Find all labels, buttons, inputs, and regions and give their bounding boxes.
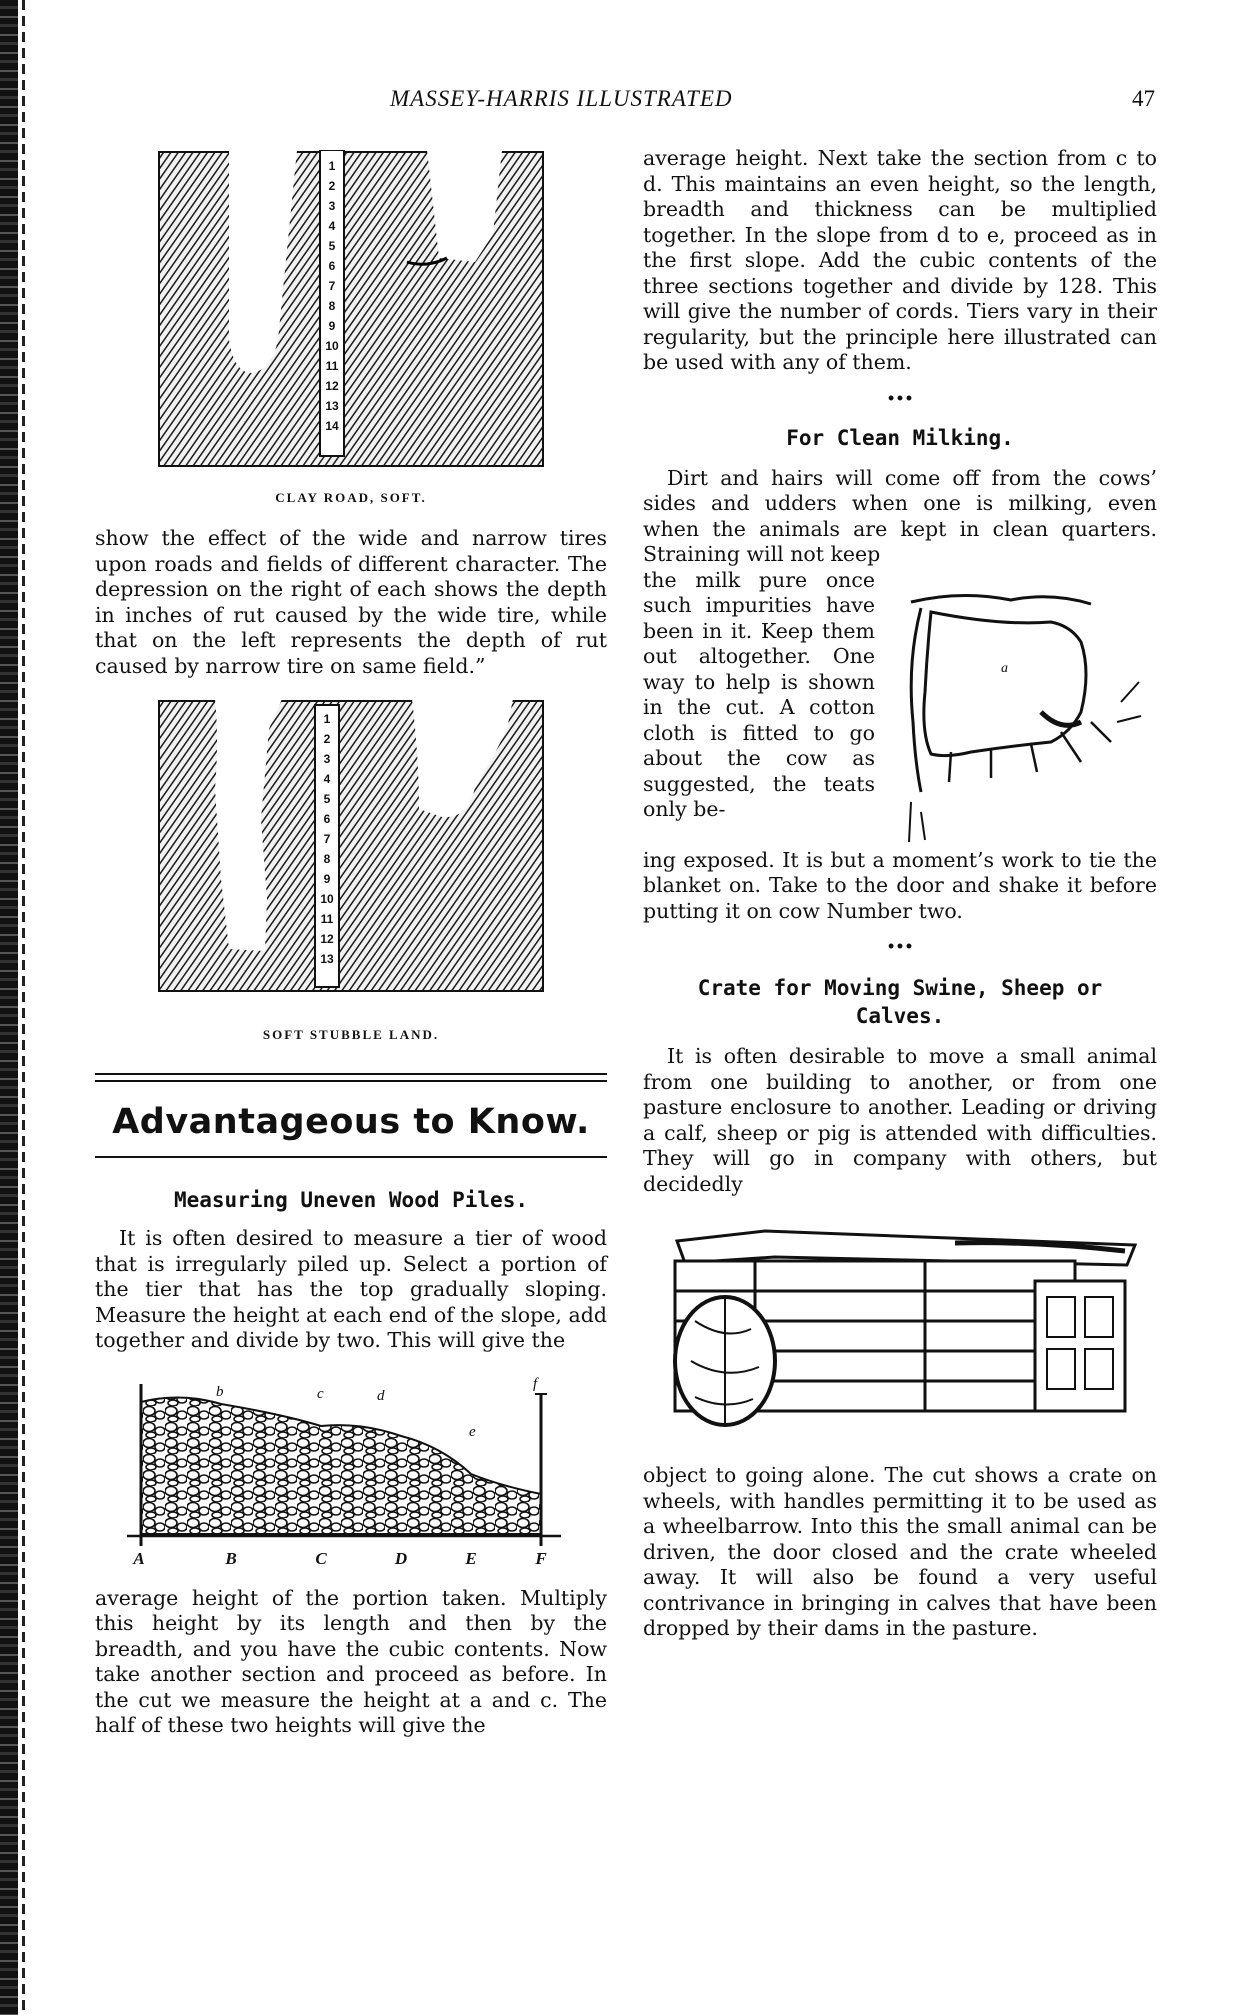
svg-text:8: 8 (323, 852, 331, 866)
crate-heading-line-2: Calves. (855, 1004, 945, 1028)
page-header (95, 80, 1160, 124)
svg-text:3: 3 (328, 199, 336, 213)
svg-text:a: a (1001, 660, 1008, 676)
woodpile-letter-e: E (465, 1548, 477, 1568)
section-ornament-1: ••• (886, 390, 914, 407)
woodpile-letter-f: F (535, 1548, 547, 1568)
figure-caption-soft-stubble: SOFT STUBBLE LAND. (262, 1027, 440, 1042)
svg-text:1: 1 (323, 712, 331, 726)
svg-text:7: 7 (328, 279, 336, 293)
svg-text:13: 13 (325, 399, 339, 413)
milking-paragraph-1: Dirt and hairs will come off from the cows’ sides and udders when one is milking, even when the animals are kept in clean quarters. Straining will not keep (643, 465, 1157, 566)
measuring-continuation: average height. Next take the section from c to d. This maintains an even height, so the length, breadth and thickness can be multiplied together. In the slope from d to e, proceed as in the first slope. Add the cubic contents of the three sections together and divide by 128. This will give the number of cords. Tiers vary in their regularity, but the principle here illustrated can be used with any of them. (643, 146, 1157, 374)
svg-text:11: 11 (320, 912, 334, 926)
section-rule-top-double (95, 1080, 607, 1082)
svg-text:10: 10 (325, 339, 339, 353)
crate-paragraph-1: It is often desirable to move a small animal from one building to another, or from one pasture enclosure to another. Leading or driving a calf, sheep or pig is attended with difficulties. They will go in company with others, but decidedly (643, 1044, 1157, 1196)
svg-text:14: 14 (325, 419, 339, 433)
running-title: MASSEY-HARRIS ILLUSTRATED (390, 86, 733, 111)
section-rule-top (95, 1073, 607, 1075)
svg-text:7: 7 (323, 832, 331, 846)
svg-text:6: 6 (323, 812, 331, 826)
svg-text:8: 8 (328, 299, 336, 313)
svg-text:e: e (469, 1423, 476, 1440)
svg-text:b: b (216, 1383, 224, 1400)
svg-text:d: d (377, 1387, 385, 1404)
left-column (95, 150, 607, 1739)
woodpile-figure (121, 1374, 581, 1574)
wheeled-crate-figure (655, 1221, 1145, 1441)
woodpile-letter-c: C (315, 1548, 327, 1568)
svg-text:10: 10 (320, 892, 334, 906)
section-rule-bottom (95, 1156, 607, 1158)
milking-figure-block (643, 568, 1157, 848)
paragraph-rut-effect: show the effect of the wide and narrow tires upon roads and fields of different character. The depression on the right of each shows the depth in inches of rut caused by the wide tire, while that on the left represents the depth of rut caused by narrow tire on same field.” (95, 526, 607, 678)
milking-paragraph-2: the milk pure once such impurities have been in it. Keep them out altogether. One way to help is shown in the cut. A cotton cloth is fitted to go about the cow as suggested, the teats only be- (643, 567, 875, 821)
svg-text:1: 1 (328, 159, 336, 173)
page-number: 47 (1132, 86, 1155, 111)
measuring-heading: Measuring Uneven Wood Piles. (173, 1188, 528, 1212)
figure-caption-clay-road: CLAY ROAD, SOFT. (275, 490, 427, 505)
svg-text:12: 12 (320, 932, 334, 946)
svg-text:2: 2 (323, 732, 331, 746)
main-heading: Advantageous to Know. (112, 1102, 590, 1142)
crate-paragraph-2: object to going alone. The cut shows a crate on wheels, with handles permitting it to be used as a wheelbarrow. Into this the small animal can be driven, the door closed and the crate wheeled away. It will also be found a very useful contrivance in bringing in calves that have been dropped by their dams in the pasture. (643, 1463, 1157, 1640)
crate-heading-line-1: Crate for Moving Swine, Sheep or (697, 976, 1103, 1000)
measuring-paragraph-2: average height of the portion taken. Multiply this height by its length and then by the breadth, and you have the cubic contents. Now take another section and proceed as before. In the cut we measure the height at a and c. The half of these two heights will give the (95, 1585, 607, 1737)
svg-text:c: c (317, 1385, 324, 1402)
svg-text:3: 3 (323, 752, 331, 766)
svg-text:11: 11 (325, 359, 339, 373)
svg-text:f: f (533, 1375, 538, 1392)
section-ornament-2: ••• (886, 939, 914, 955)
soft-stubble-rut-figure (157, 699, 545, 993)
milking-heading: For Clean Milking. (786, 425, 1014, 450)
measuring-paragraph-1: It is often desired to measure a tier of wood that is irregularly piled up. Select a portion of the tier that has the top gradually sloping. Measure the height at each end of the slope, add together and divide by two. This will give the (95, 1226, 607, 1352)
page-binding-edge (0, 0, 18, 2015)
woodpile-letter-b: B (225, 1548, 237, 1568)
svg-text:5: 5 (328, 239, 336, 253)
woodpile-letter-a: A (133, 1548, 145, 1568)
svg-text:13: 13 (320, 952, 334, 966)
svg-text:6: 6 (328, 259, 336, 273)
svg-text:9: 9 (323, 872, 331, 886)
svg-text:5: 5 (323, 792, 331, 806)
clay-road-rut-figure (157, 150, 545, 468)
milking-paragraph-3: ing exposed. It is but a moment’s work to tie the blanket on. Take to the door and shake it before putting it on cow Number two. (643, 847, 1157, 923)
page (95, 80, 1160, 1980)
right-column (643, 146, 1157, 1642)
svg-text:12: 12 (325, 379, 339, 393)
svg-text:9: 9 (328, 319, 336, 333)
page-binding-stitch (22, 0, 25, 2015)
svg-text:4: 4 (328, 219, 336, 233)
svg-text:2: 2 (328, 179, 336, 193)
cow-blanket-figure (891, 582, 1153, 844)
svg-text:4: 4 (323, 772, 331, 786)
woodpile-letter-d: D (394, 1548, 408, 1568)
